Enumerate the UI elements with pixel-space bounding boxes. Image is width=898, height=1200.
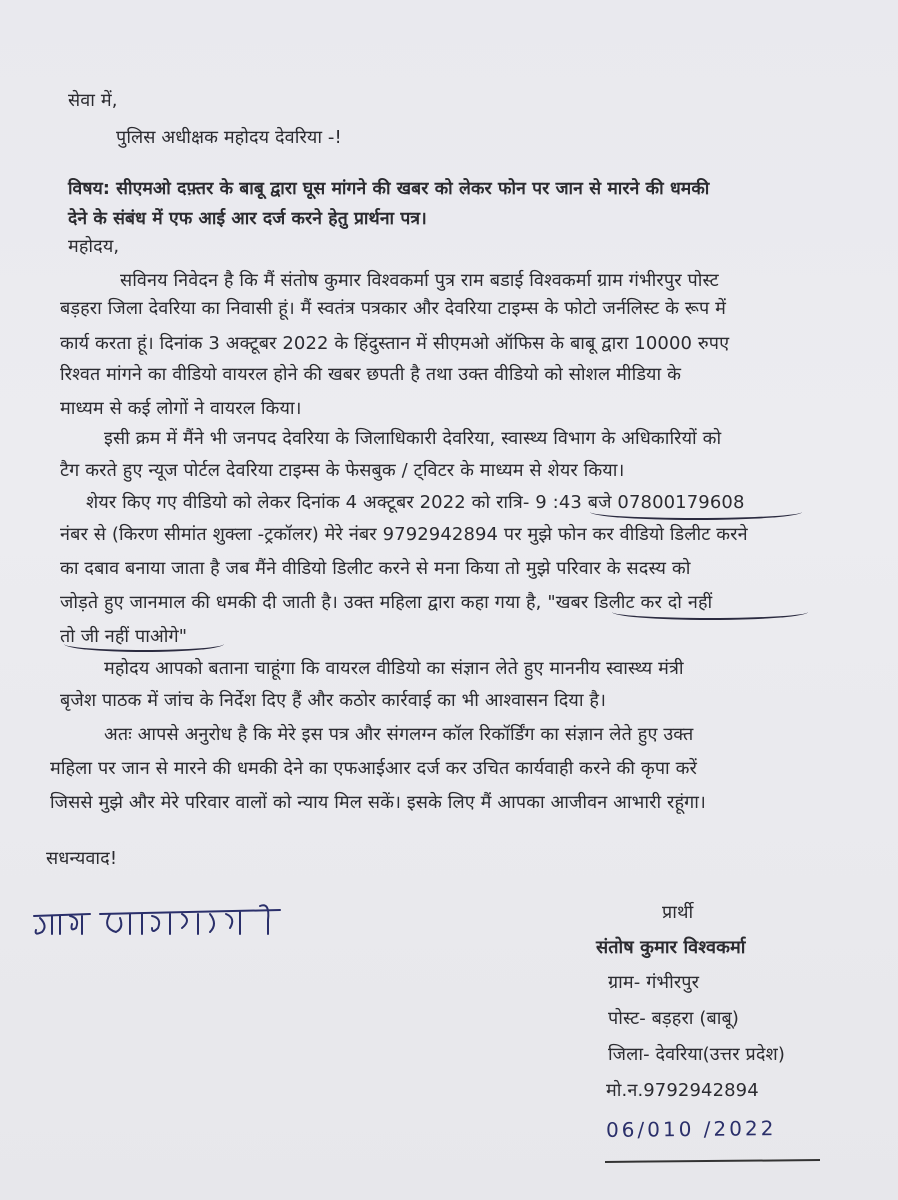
paragraph-3-line-5: तो जी नहीं पाओगे" xyxy=(60,626,188,647)
handwritten-date: 06/010 /2022 xyxy=(605,1116,777,1142)
applicant-name: संतोष कुमार विश्वकर्मा xyxy=(596,937,746,958)
thanks: सधन्यवाद! xyxy=(46,848,118,869)
recipient: पुलिस अधीक्षक महोदय देवरिया -! xyxy=(116,127,342,148)
address-post: पोस्ट- बड़हरा (बाबू) xyxy=(608,1008,740,1029)
paragraph-3-line-1: शेयर किए गए वीडियो को लेकर दिनांक 4 अक्टूबर 2022 को रात्रि- 9 :43 बजे 07800179608 xyxy=(86,492,745,513)
quote-underline-mark-1 xyxy=(612,604,808,620)
subject-line-2: देने के संबंध में एफ आई आर दर्ज करने हेतु प्रार्थना पत्र। xyxy=(68,209,427,229)
paragraph-1-line-1: सविनय निवेदन है कि मैं संतोष कुमार विश्वकर्मा पुत्र राम बडाई विश्वकर्मा ग्राम गंभीरपुर पोस्ट xyxy=(120,270,719,291)
quote-underline-mark-2 xyxy=(64,636,224,652)
greeting: महोदय, xyxy=(68,236,120,257)
paragraph-3-line-2: नंबर से (किरण सीमांत शुक्ला -ट्रकॉलर) मेरे नंबर 9792942894 पर मुझे फोन कर वीडियो डिलीट करने xyxy=(60,524,748,545)
paragraph-2-line-2: टैग करते हुए न्यूज पोर्टल देवरिया टाइम्स के फेसबुक / ट्विटर के माध्यम से शेयर किया। xyxy=(60,460,625,481)
paragraph-5-line-3: जिससे मुझे और मेरे परिवार वालों को न्याय मिल सकें। इसके लिए मैं आपका आजीवन आभारी रहूंगा। xyxy=(50,792,706,813)
paragraph-5-line-2: महिला पर जान से मारने की धमकी देने का एफआईआर दर्ज कर उचित कार्यवाही करने की कृपा करें xyxy=(50,758,698,779)
paragraph-4-line-1: महोदय आपको बताना चाहूंगा कि वायरल वीडियो का संज्ञान लेते हुए माननीय स्वास्थ्य मंत्री xyxy=(104,658,684,679)
paragraph-3-line-3: का दबाव बनाया जाता है जब मैंने वीडियो डिलीट करने से मना किया तो मुझे परिवार के सदस्य को xyxy=(60,558,691,579)
address-village: ग्राम- गंभीरपुर xyxy=(608,972,700,993)
paragraph-1-line-3: कार्य करता हूं। दिनांक 3 अक्टूबर 2022 के हिंदुस्तान में सीएमओ ऑफिस के बाबू द्वारा 10000 रुपए xyxy=(60,333,730,354)
paragraph-1-line-2: बड़हरा जिला देवरिया का निवासी हूं। मैं स्वतंत्र पत्रकार और देवरिया टाइम्स के फोटो जर्नलिस्ट के रूप में xyxy=(60,298,726,319)
paragraph-1-line-5: माध्यम से कई लोगों ने वायरल किया। xyxy=(60,398,302,419)
mobile-number: मो.न.9792942894 xyxy=(606,1080,759,1101)
date-underline xyxy=(605,1159,820,1163)
paragraph-2-line-1: इसी क्रम में मैंने भी जनपद देवरिया के जिलाधिकारी देवरिया, स्वास्थ्य विभाग के अधिकारियों को xyxy=(104,428,722,449)
subject-line-1: विषय: सीएमओ दफ़्तर के बाबू द्वारा घूस मांगने की खबर को लेकर फोन पर जान से मारने की धमकी xyxy=(68,179,710,199)
phone-underline-mark xyxy=(590,504,802,520)
handwritten-signature xyxy=(30,900,290,950)
salutation-to: सेवा में, xyxy=(68,90,118,111)
paragraph-3-line-4: जोड़ते हुए जानमाल की धमकी दी जाती है। उक्त महिला द्वारा कहा गया है, "खबर डिलीट कर दो नहीं xyxy=(60,592,713,613)
address-district: जिला- देवरिया(उत्तर प्रदेश) xyxy=(608,1044,785,1065)
paragraph-1-line-4: रिश्वत मांगने का वीडियो वायरल होने की खबर छपती है तथा उक्त वीडियो को सोशल मीडिया के xyxy=(60,364,682,385)
paragraph-4-line-2: बृजेश पाठक में जांच के निर्देश दिए हैं और कठोर कार्रवाई का भी आश्वासन दिया है। xyxy=(60,690,606,711)
applicant-label: प्रार्थी xyxy=(662,902,694,923)
paragraph-5-line-1: अतः आपसे अनुरोध है कि मेरे इस पत्र और संगलग्न कॉल रिकॉर्डिंग का संज्ञान लेते हुए उक्त xyxy=(104,724,694,745)
